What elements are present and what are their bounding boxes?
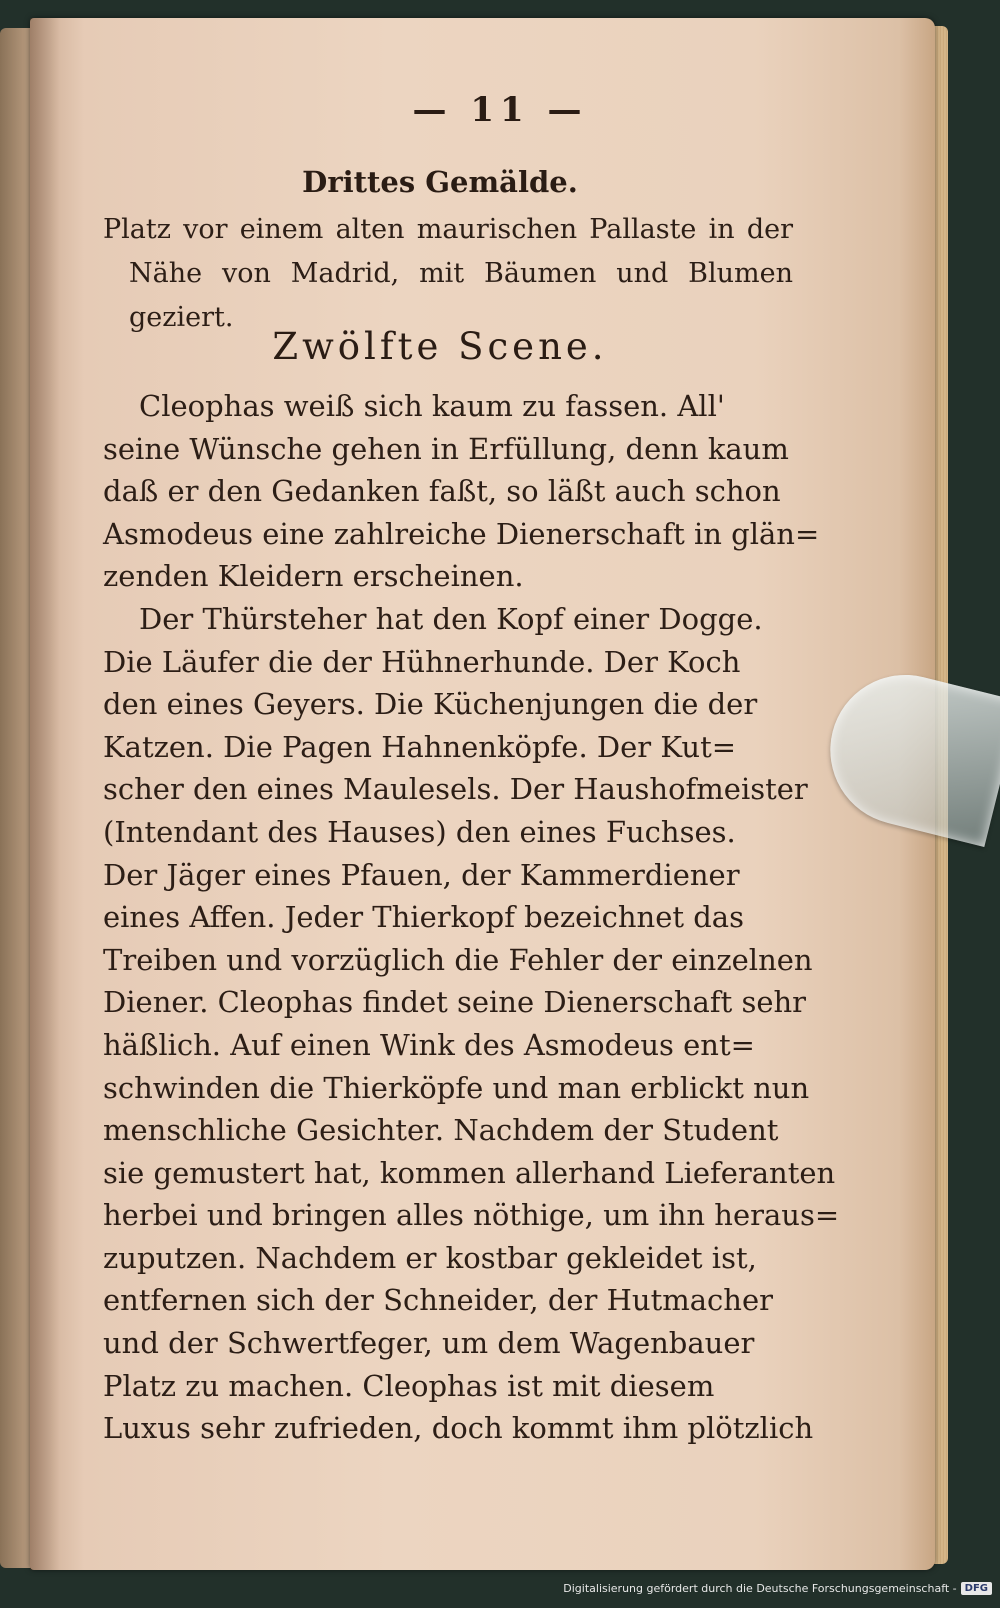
text-line: zuputzen. Nachdem er kostbar gekleidet ist, <box>103 1240 757 1275</box>
stage-direction <box>103 208 793 340</box>
text-line: Asmodeus eine zahlreiche Dienerschaft in glän= <box>103 516 820 551</box>
painting-title: Drittes Gemälde. <box>302 165 578 199</box>
text-line: Der Jäger eines Pfauen, der Kammerdiener <box>103 857 740 892</box>
text-line: Diener. Cleophas findet seine Dienerschaft sehr <box>103 985 807 1020</box>
text-line: Luxus sehr zufrieden, doch kommt ihm plötzlich <box>103 1411 814 1446</box>
text-line: herbei und bringen alles nöthige, um ihn heraus= <box>103 1198 840 1233</box>
page-number: — 11 — <box>412 90 588 130</box>
text-line: Die Läufer die der Hühnerhunde. Der Koch <box>103 644 741 679</box>
text-line: zenden Kleidern erscheinen. <box>103 559 524 594</box>
text-line: Treiben und vorzüglich die Fehler der einzelnen <box>103 942 813 977</box>
text-line: und der Schwertfeger, um dem Wagenbauer <box>103 1326 755 1361</box>
stage-line: geziert. <box>129 302 234 333</box>
text-line: entfernen sich der Schneider, der Hutmacher <box>103 1283 773 1318</box>
text-line: häßlich. Auf einen Wink des Asmodeus ent= <box>103 1027 755 1062</box>
dfg-logo: DFG <box>961 1582 992 1595</box>
text-line: Der Thürsteher hat den Kopf einer Dogge. <box>139 601 763 636</box>
text-line: (Intendant des Hauses) den eines Fuchses. <box>103 814 736 849</box>
footer-text: Digitalisierung gefördert durch die Deutsche Forschungsgemeinschaft - <box>563 1582 957 1595</box>
stage-line: Nähe von Madrid, mit Bäumen und Blumen <box>129 258 793 289</box>
text-line: Platz zu machen. Cleophas ist mit diesem <box>103 1368 715 1403</box>
text-line: scher den eines Maulesels. Der Haushofmeister <box>103 772 808 807</box>
text-line: daß er den Gedanken faßt, so läßt auch schon <box>103 474 781 509</box>
gutter-shadow <box>30 18 60 1570</box>
text-line: menschliche Gesichter. Nachdem der Student <box>103 1113 779 1148</box>
text-line: sie gemustert hat, kommen allerhand Lieferanten <box>103 1155 836 1190</box>
scene-title: Zwölfte Scene. <box>272 325 608 368</box>
text-line: eines Affen. Jeder Thierkopf bezeichnet das <box>103 900 744 935</box>
text-line: schwinden die Thierköpfe und man erblickt nun <box>103 1070 810 1105</box>
text-line: Cleophas weiß sich kaum zu fassen. All' <box>139 389 725 423</box>
text-line: den eines Geyers. Die Küchenjungen die der <box>103 687 758 722</box>
digitization-footer <box>563 1582 992 1595</box>
stage-line: Platz vor einem alten maurischen Pallaste in der <box>103 214 793 245</box>
text-line: seine Wünsche gehen in Erfüllung, denn kaum <box>103 431 789 466</box>
text-line: Katzen. Die Pagen Hahnenköpfe. Der Kut= <box>103 729 737 764</box>
body-text <box>103 385 840 1450</box>
